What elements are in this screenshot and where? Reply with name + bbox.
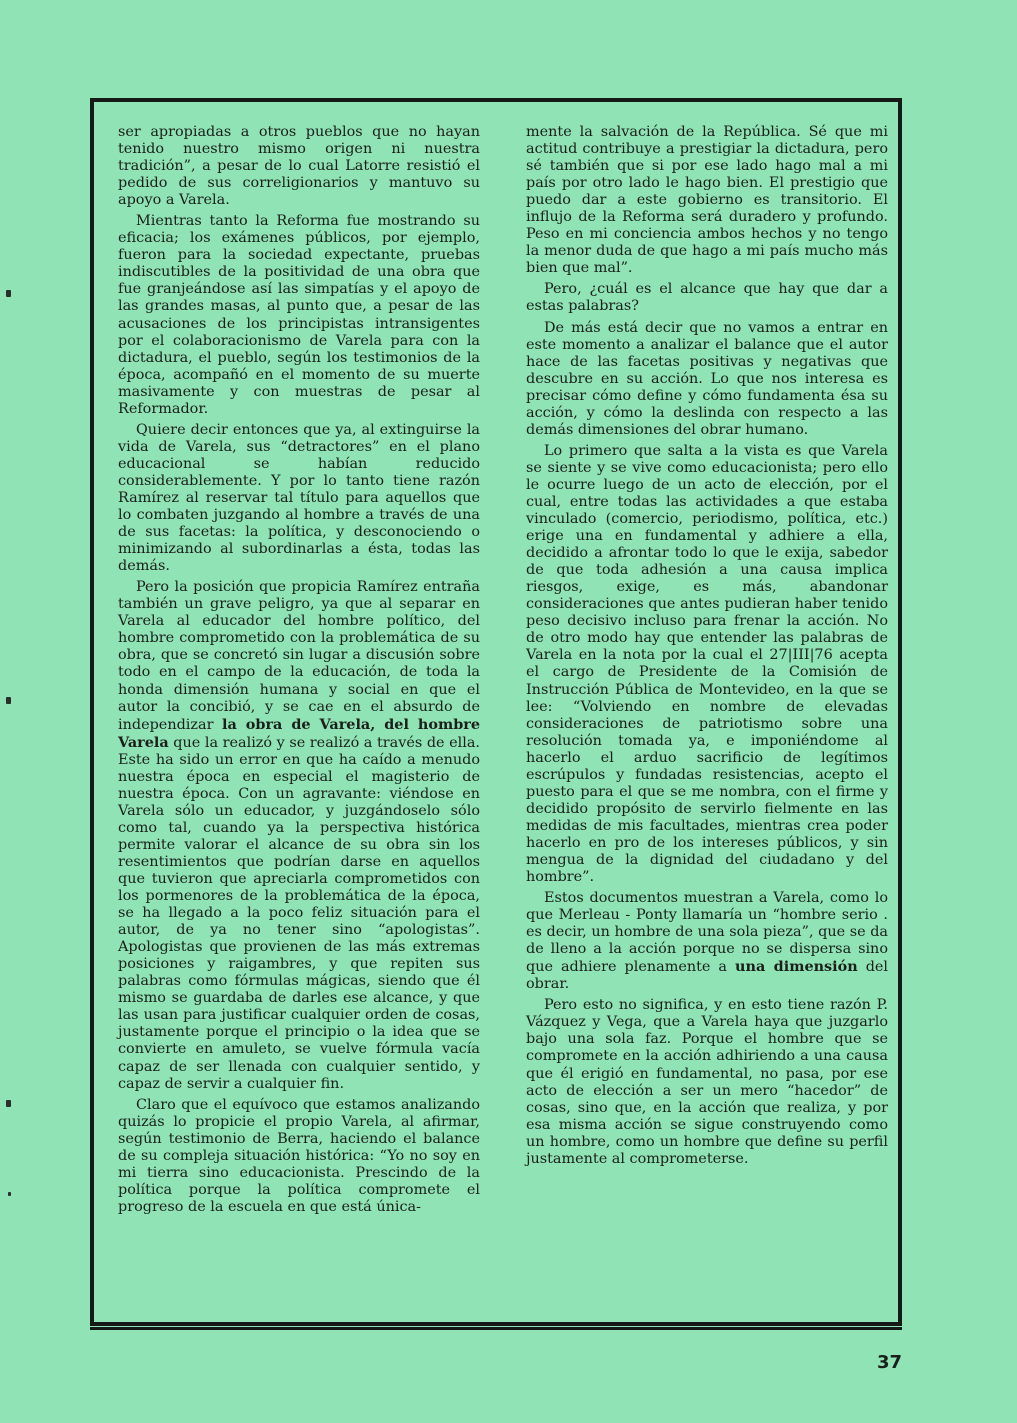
paragraph: Pero esto no significa, y en esto tiene razón P. Vázquez y Vega, que a Varela haya que juzgarlo bajo una sola faz. Porque el hombre que se compromete en la acción adhiriendo a una causa que él erigió en fundamental, no pasa, por ese acto de elección a ser un mero “hacedor” de cosas, sino que, en la acción que realiza, y por esa misma acción se sigue construyendo como un hombre, como un hombre que define su perfil justamente al comprometerse. <box>526 997 888 1167</box>
paragraph: Quiere decir entonces que ya, al extinguirse la vida de Varela, sus “detractores” en el plano educacional se habían reducido considerablemente. Y por lo tanto tiene razón Ramírez al reservar tal título para aquellos que lo combaten juzgando al hombre a través de una de sus facetas: la política, y desconociendo o minimizando al subordinarlas a ésta, todas las demás. <box>118 421 480 575</box>
paragraph: Claro que el equívoco que estamos analizando quizás lo propicie el propio Varela, al afirmar, según testimonio de Berra, haciendo el balance de su compleja situación histórica: “Yo no soy en mi tierra sino educacionista. Prescindo de la política porque la política compromete el progreso de la escuela en que está única- <box>118 1096 480 1215</box>
binding-hole-mark <box>6 1100 11 1107</box>
paragraph: Mientras tanto la Reforma fue mostrando su eficacia; los exámenes públicos, por ejemplo, fueron para la sociedad expectante, pruebas indiscutibles de la positividad de una obra que fue granjeándose así las simpatías y el apoyo de las grandes masas, al punto que, a pesar de las acusaciones de los principistas intransigentes por el colaboracionismo de Varela para con la dictadura, el pueblo, según los testimonios de la época, acompañó en el momento de su muerte masivamente y con muestras de pesar al Reformador. <box>118 213 480 417</box>
paragraph-text: que la realizó y se realizó a través de ella. Este ha sido un error en que ha caído a menudo nuestra época en especial el magisterio de nuestra época. Con un agravante: viéndose en Varela sólo un educador, y juzgándoselo sólo como tal, cuando ya la perspectiva histórica permite valorar el alcance de su obra sin los resentimientos que podrían darse en aquellos que tuvieron que apreciarla comprometidos con los pormenores de la problemática de la época, se ha llegado a la poco feliz situación para el autor, de ya no tener sino “apologistas”. Apologistas que provienen de las más extremas posiciones y raigambres, y que repiten sus palabras como fórmulas mágicas, siendo que él mismo se guardaba de darles ese alcance, y que las usan para justificar cualquier orden de cosas, justamente porque el principio o la idea que se convierte en amuleto, se vuelve fórmula vacía capaz de ser llenada con cualquier sentido, y capaz de servir a cualquier fin. <box>118 734 480 1092</box>
paragraph <box>526 890 888 993</box>
paragraph: Pero, ¿cuál es el alcance que hay que dar a estas palabras? <box>526 281 888 315</box>
binding-hole-mark <box>6 697 11 704</box>
paragraph-text: Pero la posición que propicia Ramírez entraña también un grave peligro, ya que al separar en Varela al educador del hombre político, del hombre comprometido con la problemática de su obra, que se concretó sin lugar a discusión sobre todo en el campo de la educación, de toda la honda dimensión humana y social en que el autor la concibió, y se cae en el absurdo de independizar <box>118 579 480 733</box>
right-text-column <box>526 124 888 1168</box>
paragraph: ser apropiadas a otros pueblos que no hayan tenido nuestro mismo origen ni nuestra tradición”, a pesar de lo cual Latorre resistió el pedido de sus correligionarios y mantuvo su apoyo a Varela. <box>118 124 480 209</box>
paragraph <box>118 579 480 1092</box>
left-text-column <box>118 124 480 1216</box>
paragraph: De más está decir que no vamos a entrar en este momento a analizar el balance que el autor hace de las facetas positivas y negativas que descubre en su acción. Lo que nos interesa es precisar cómo define y cómo fundamenta ésa su acción, y cómo la deslinda con respecto a las demás dimensiones del obrar humano. <box>526 319 888 438</box>
bold-phrase: una dimensión <box>735 958 858 976</box>
bold-phrase: la obra de Varela, del hombre Varela <box>118 715 481 751</box>
paragraph-text: del obrar. <box>526 959 889 993</box>
page-number: 37 <box>876 1352 902 1373</box>
paragraph: Lo primero que salta a la vista es que Varela se siente y se vive como educacionista; pero ello le ocurre luego de un acto de elección, por el cual, entre todas las actividades a que estaba vinculado (comercio, periodismo, política, etc.) erige una en fundamental y adhiere a ella, decidido a afrontar todo lo que le exija, sabedor de que toda adhesión a una causa implica riesgos, exige, es más, abandonar consideraciones que antes pudieran haber tenido peso decisivo incluso para frenar la acción. No de otro modo hay que entender las palabras de Varela en la nota por la cual el 27|III|76 acepta el cargo de Presidente de la Comisión de Instrucción Pública de Montevideo, en la que se lee: “Volviendo en nombre de elevadas consideraciones de patriotismo sobre una resolución tomada ya, e imponiéndome al hacerlo el arduo sacrificio de legítimos escrúpulos y fundadas resistencias, acepto el puesto para el que se me nombra, con el firme y decidido propósito de servirlo fielmente en las medidas de mis facultades, mientras crea poder hacerlo en pro de los intereses públicos, y sin mengua de la dignidad del ciudadano y del hombre”. <box>526 442 888 886</box>
paragraph: mente la salvación de la República. Sé que mi actitud contribuye a prestigiar la dictadura, pero sé también que si por ese lado hago mal a mi país por otro lado le hago bien. El prestigio que puedo dar a este gobierno es transitorio. El influjo de la Reforma será duradero y profundo. Peso en mi conciencia ambos hechos y no tengo la menor duda de que hago a mi país mucho más bien que mal”. <box>526 124 888 277</box>
binding-hole-mark <box>6 290 11 297</box>
paragraph-text: Estos documentos muestran a Varela, como lo que Merleau - Ponty llamaría un “hombre serio . es decir, un hombre de una sola pieza”, que se da de lleno a la acción porque no se dispersa sino que adhiere plenamente a <box>526 890 888 976</box>
binding-hole-mark <box>8 1192 11 1196</box>
article-frame <box>90 98 902 1326</box>
